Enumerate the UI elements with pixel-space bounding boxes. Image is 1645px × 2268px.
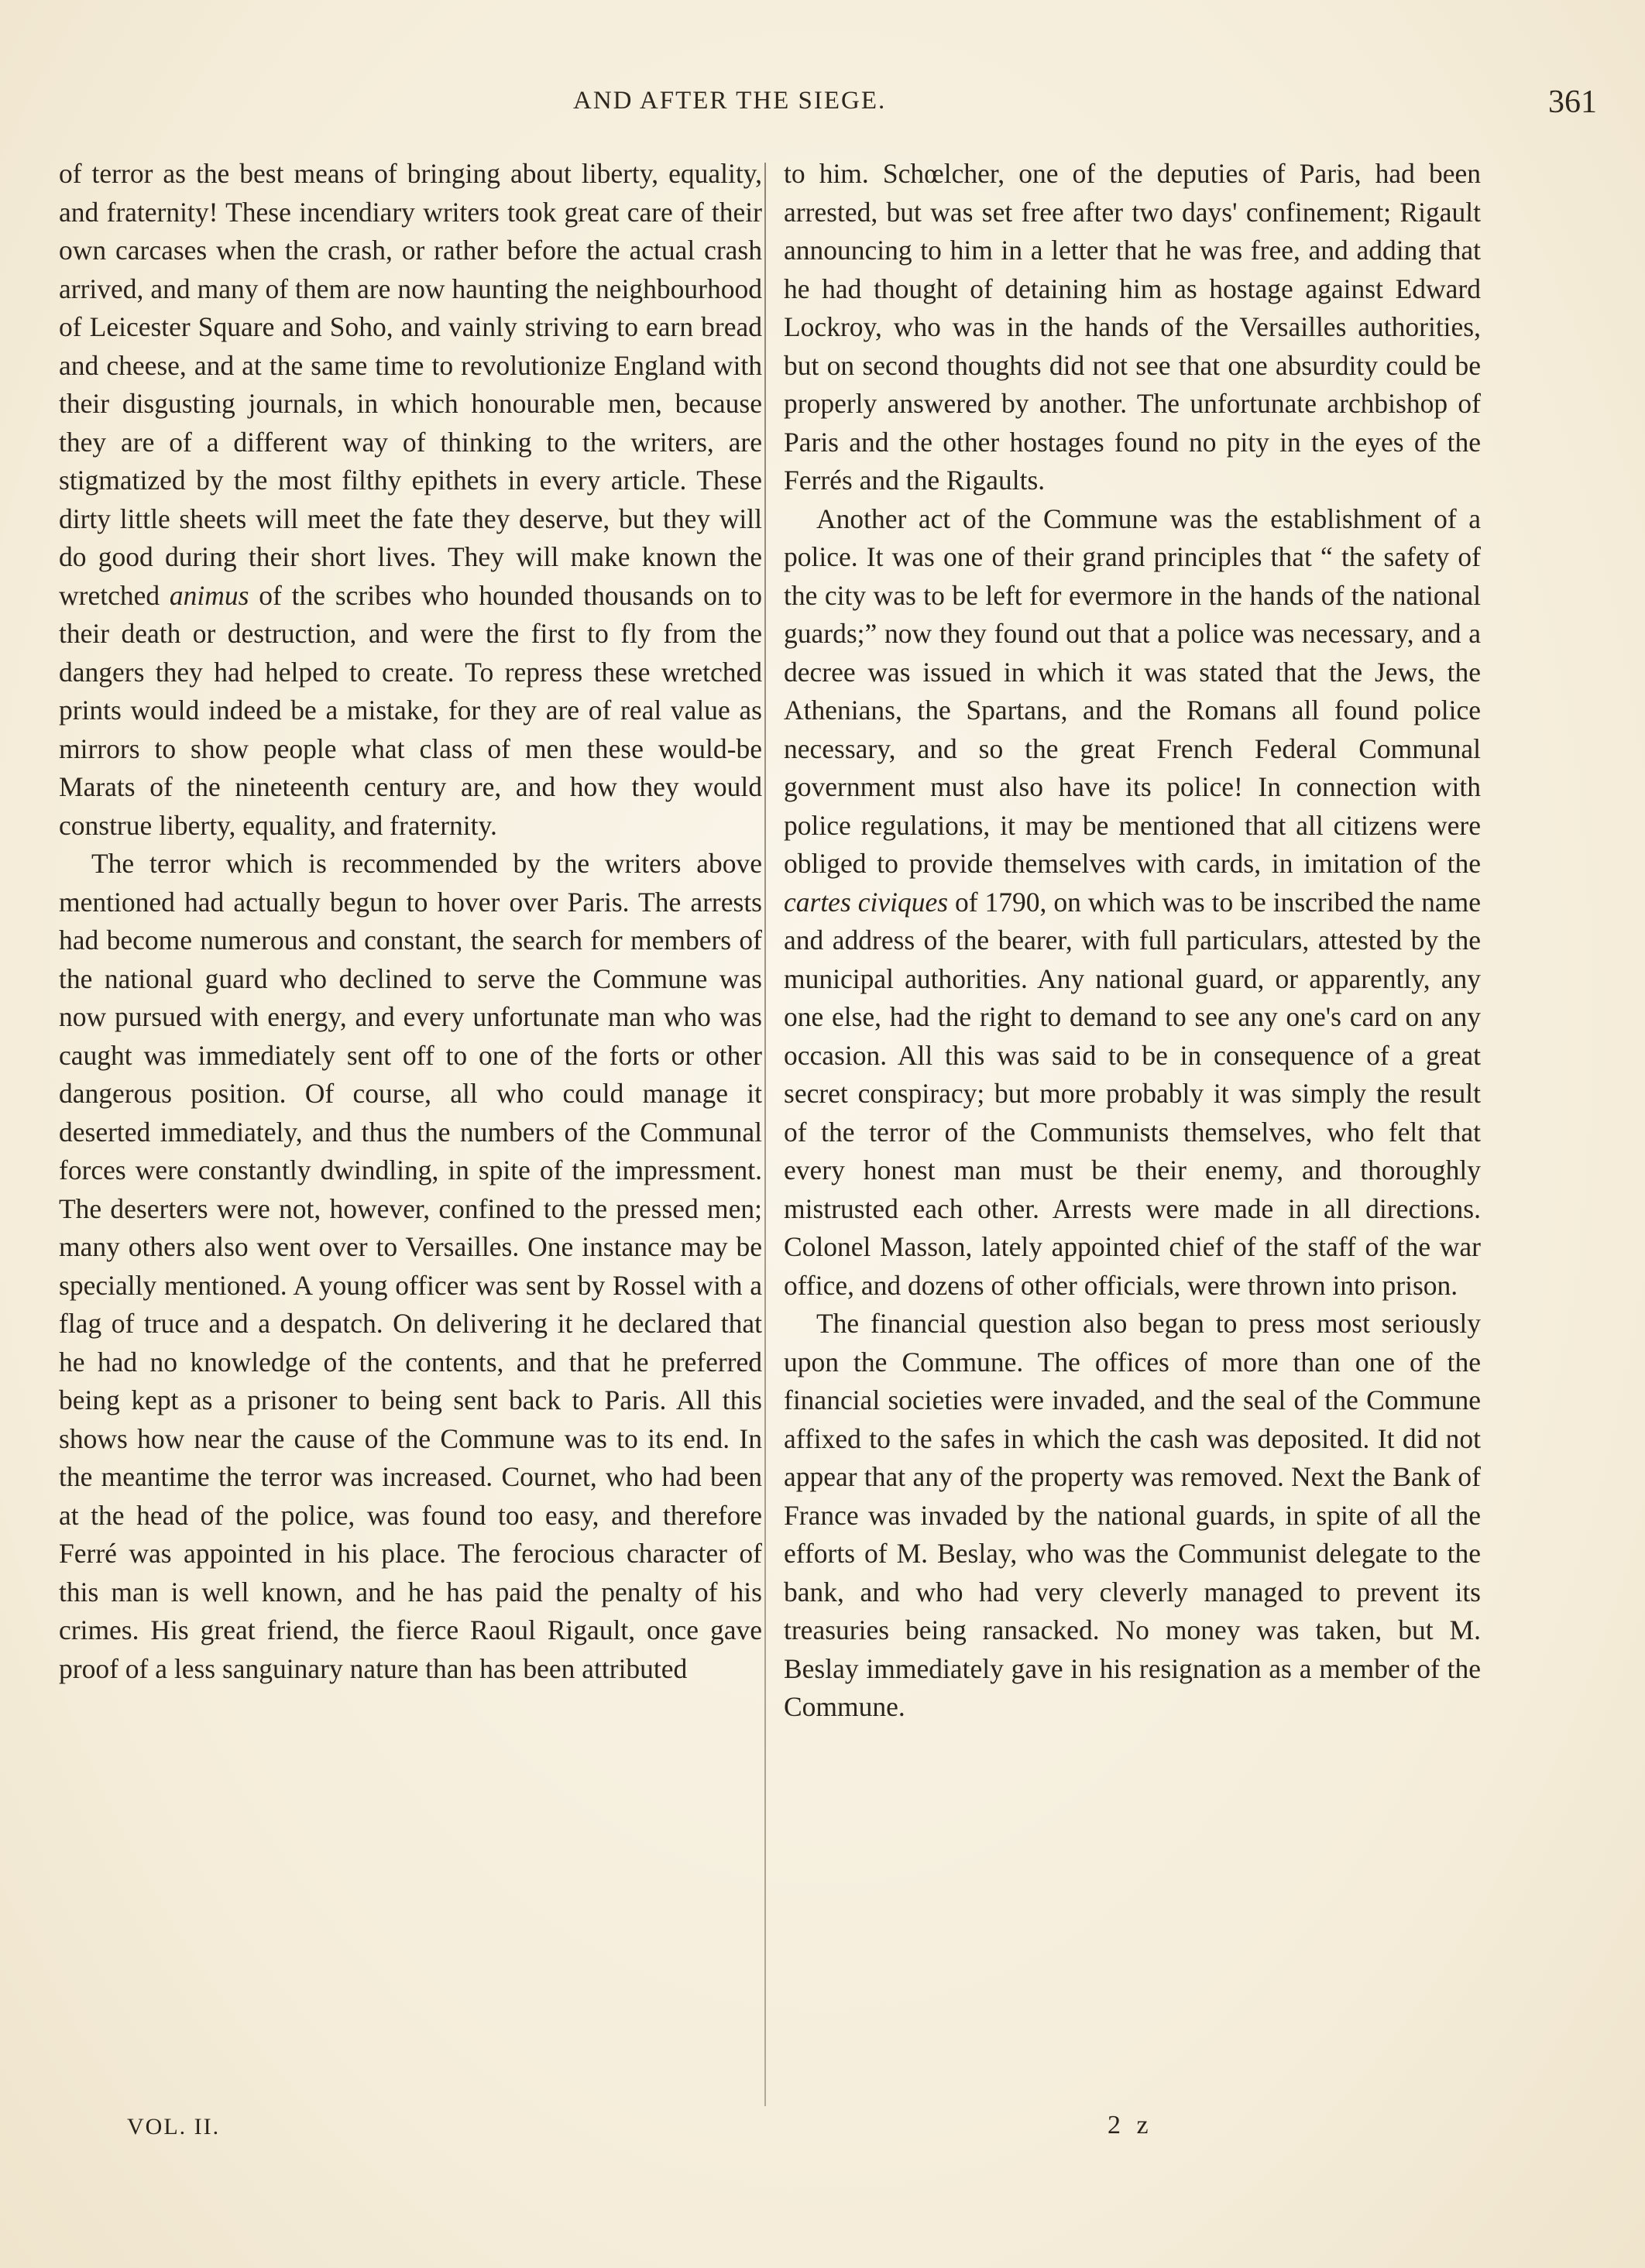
right-column — [784, 155, 1481, 1727]
right-paragraph-2-text: Another act of the Commune was the establishment of a police. It was one of their grand principles that “ the safety of the city was to be left for evermore in the hands of the national guards;” now they found out that a police was necessary, and a decree was issued in which it was stated that the Jews, the Athenians, the Spartans, and the Romans all found police necessary, and so the great French Federal Communal government must also have its police! In connection with police regulations, it may be mentioned that all citizens were obliged to provide themselves with cards, in imitation of the — [784, 503, 1481, 879]
left-paragraph-1-text-after: of the scribes who hounded thousands on to their death or destruction, and were the first to fly from the dangers they had helped to create. To repress these wretched prints would indeed be a mistake, for they are of real value as mirrors to show people what class of men these would-be Marats of the nineteenth century are, and how they would construe liberty, equality, and fraternity. — [59, 579, 762, 841]
right-paragraph-2 — [784, 500, 1481, 1306]
left-paragraph-1-text: of terror as the best means of bringing about liberty, equality, and fraternity! These incendiary writers took great care of their own carcases when the crash, or rather before the actual crash arrived, and many of them are now haunting the neighbourhood of Leicester Square and Soho, and vainly striving to earn bread and cheese, and at the same time to revolutionize England with their disgusting journals, in which honourable men, because they are of a different way of thinking to the writers, are stigmatized by the most filthy epithets in every article. These dirty little sheets will meet the fate they deserve, but they will do good during their short lives. They will make known the wretched — [59, 158, 762, 611]
right-paragraph-3: The financial question also began to press most seriously upon the Commune. The offices of more than one of the financial societies were invaded, and the seal of the Commune affixed to the safes in which the cash was deposited. It did not appear that any of the property was removed. Next the Bank of France was invaded by the national guards, in spite of all the efforts of M. Beslay, who was the Communist delegate to the bank, and who had very cleverly managed to prevent its treasuries being ransacked. No money was taken, but M. Beslay immediately gave in his resignation as a member of the Commune. — [784, 1308, 1481, 1722]
signature-mark: 2 z — [1108, 2111, 1153, 2139]
column-divider — [764, 163, 766, 2106]
right-paragraph-2-italic: cartes civiques — [784, 886, 949, 918]
page-footer — [0, 2111, 1645, 2160]
left-paragraph-1-italic: animus — [169, 579, 249, 611]
page-number: 361 — [1548, 84, 1597, 120]
right-paragraph-2-text-after: of 1790, on which was to be inscribed the name and address of the bearer, with full particulars, attested by the municipal authorities. Any national guard, or apparently, any one else, had the right to demand to see any one's card on any occasion. All this was said to be in consequence of a great secret conspiracy; but more probably it was simply the result of the terror of the Communists themselves, who felt that every honest man must be their enemy, and thoroughly mistrusted each other. Arrests were made in all directions. Colonel Masson, lately appointed chief of the staff of the war office, and dozens of other officials, were thrown into prison. — [784, 886, 1481, 1301]
running-head — [0, 84, 1645, 133]
running-title: AND AFTER THE SIEGE. — [573, 87, 887, 115]
left-paragraph-1 — [59, 155, 762, 845]
volume-mark: VOL. II. — [127, 2114, 221, 2139]
left-column — [59, 155, 762, 1688]
right-paragraph-1: to him. Schœlcher, one of the deputies of Paris, had been arrested, but was set free after two days' confinement; Rigault announcing to him in a letter that he was free, and adding that he had thought of detaining him as hostage against Edward Lockroy, who was in the hands of the Versailles authorities, but on second thoughts did not see that one absurdity could be properly answered by another. The unfortunate archbishop of Paris and the other hostages found no pity in the eyes of the Ferrés and the Rigaults. — [784, 158, 1481, 496]
left-paragraph-2: The terror which is recommended by the writers above mentioned had actually begun to hover over Paris. The arrests had become numerous and constant, the search for members of the national guard who declined to serve the Commune was now pursued with energy, and every unfortunate man who was caught was immediately sent off to one of the forts or other dangerous position. Of course, all who could manage it deserted immediately, and thus the numbers of the Communal forces were constantly dwindling, in spite of the impressment. The deserters were not, however, confined to the pressed men; many others also went over to Versailles. One instance may be specially mentioned. A young officer was sent by Rossel with a flag of truce and a despatch. On delivering it he declared that he had no knowledge of the contents, and that he preferred being kept as a prisoner to being sent back to Paris. All this shows how near the cause of the Commune was to its end. In the meantime the terror was increased. Cournet, who had been at the head of the police, was found too easy, and therefore Ferré was appointed in his place. The ferocious character of this man is well known, and he has paid the penalty of his crimes. His great friend, the fierce Raoul Rigault, once gave proof of a less sanguinary nature than has been attributed — [59, 848, 762, 1684]
